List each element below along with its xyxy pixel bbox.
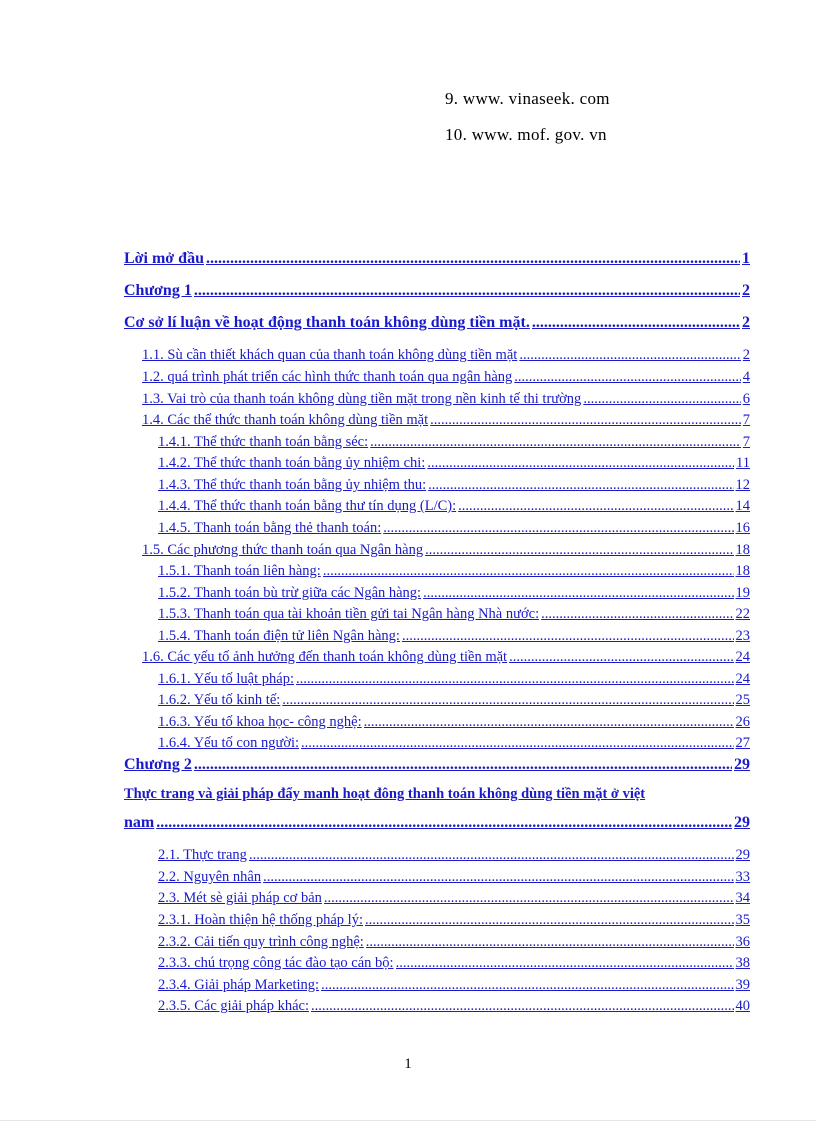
toc-page: 40 <box>735 998 750 1014</box>
toc-title: 2.3. Mét sè giải pháp cơ bản <box>158 890 322 906</box>
toc-entry[interactable] <box>142 391 750 408</box>
toc-title: 2.3.2. Cải tiến quy trình công nghệ: <box>158 934 364 950</box>
toc-entry[interactable] <box>158 671 750 688</box>
toc-title: 1.4.5. Thanh toán bằng thẻ thanh toán: <box>158 520 382 536</box>
toc-title: Chương 1 <box>124 282 192 299</box>
toc-entry[interactable] <box>158 477 750 494</box>
reference-item: 9. www. vinaseek. com <box>445 89 610 108</box>
toc-title: 1.4.1. Thể thức thanh toán bằng séc: <box>158 434 369 450</box>
toc-entry[interactable] <box>158 934 750 951</box>
toc-entry[interactable] <box>158 890 750 907</box>
toc-title: 1.6.3. Yếu tố khoa học- công nghệ: <box>158 714 362 730</box>
toc-entry[interactable] <box>158 563 750 580</box>
toc-entry[interactable] <box>158 998 750 1015</box>
toc-entry[interactable] <box>158 628 750 645</box>
toc-page: 4 <box>742 369 750 385</box>
toc-title: 1.6.4. Yếu tố con người: <box>158 735 300 751</box>
toc-title: 2.3.4. Giải pháp Marketing: <box>158 977 320 993</box>
toc-page: 29 <box>734 756 750 773</box>
toc-title: Lời mở đầu <box>124 250 204 267</box>
toc-title: 1.5.2. Thanh toán bù trừ giữa các Ngân hàng: <box>158 585 422 601</box>
toc-page: 14 <box>735 498 750 514</box>
toc-title: nam <box>124 814 155 831</box>
toc-page: 18 <box>735 563 750 579</box>
toc-page: 36 <box>735 934 750 950</box>
toc-entry[interactable] <box>158 498 750 515</box>
toc-page: 34 <box>735 890 750 906</box>
toc-page: 29 <box>734 814 750 831</box>
toc-title: 1.4.2. Thể thức thanh toán bằng ủy nhiệm chi: <box>158 455 426 471</box>
toc-entry-title-line[interactable]: Thực trang và giải pháp đẩy manh hoạt đông thanh toán không dùng tiền mặt ở việt <box>124 786 646 802</box>
toc-title: 1.6.2. Yếu tố kinh tế: <box>158 692 281 708</box>
toc-title: 1.6.1. Yếu tố luật pháp: <box>158 671 294 687</box>
toc-title: 1.5.4. Thanh toán điện tử liên Ngân hàng: <box>158 628 400 644</box>
toc-page: 26 <box>735 714 750 730</box>
toc-page: 7 <box>742 434 750 450</box>
toc-title: 1.5. Các phương thức thanh toán qua Ngân hàng <box>142 542 424 558</box>
toc-page: 16 <box>735 520 750 536</box>
toc-entry[interactable] <box>158 869 750 886</box>
toc-page: 2 <box>742 282 750 299</box>
toc-title: Chương 2 <box>124 756 192 773</box>
toc-page: 18 <box>735 542 750 558</box>
reference-item: 10. www. mof. gov. vn <box>445 125 607 144</box>
toc-entry[interactable] <box>158 606 750 623</box>
toc-entry[interactable] <box>124 314 750 332</box>
toc-page: 1 <box>742 250 750 267</box>
toc-entry[interactable] <box>158 977 750 994</box>
toc-page: 7 <box>742 412 750 428</box>
toc-title: 1.4.4. Thể thức thanh toán bằng thư tín dụng (L/C): <box>158 498 457 514</box>
toc-entry[interactable] <box>158 714 750 731</box>
toc-entry[interactable] <box>124 756 750 774</box>
toc-title: 1.5.1. Thanh toán liên hàng: <box>158 563 321 579</box>
page-number: 1 <box>404 1056 412 1072</box>
toc-title: 1.3. Vai trò của thanh toán không dùng tiền mặt trong nền kinh tế thi trường <box>142 391 582 407</box>
toc-entry[interactable] <box>158 455 750 472</box>
toc-title: 1.2. quá trình phát triển các hình thức thanh toán qua ngân hàng <box>142 369 513 385</box>
toc-title: 2.3.3. chú trọng công tác đào tạo cán bộ: <box>158 955 394 971</box>
toc-title: Cơ sở lí luận về hoạt động thanh toán không dùng tiền mặt. <box>124 314 530 331</box>
toc-page: 2 <box>742 347 750 363</box>
toc-page: 24 <box>735 649 750 665</box>
toc-entry[interactable] <box>142 542 750 559</box>
toc-entry[interactable] <box>142 412 750 429</box>
toc-title: 1.5.3. Thanh toán qua tài khoản tiền gửi tai Ngân hàng Nhà nước: <box>158 606 540 622</box>
toc-page: 6 <box>742 391 750 407</box>
toc-page: 2 <box>742 314 750 331</box>
toc-entry[interactable] <box>142 347 750 364</box>
toc-title: 2.3.5. Các giải pháp khác: <box>158 998 309 1014</box>
toc-page: 33 <box>735 869 750 885</box>
toc-entry[interactable] <box>124 814 750 832</box>
toc-page: 27 <box>735 735 750 751</box>
page-bottom-divider <box>0 1120 816 1121</box>
toc-page: 11 <box>736 455 750 471</box>
toc-entry[interactable] <box>158 434 750 451</box>
toc-page: 22 <box>735 606 750 622</box>
toc-page: 38 <box>735 955 750 971</box>
references-list <box>445 88 610 160</box>
toc-title: 1.6. Các yếu tố ảnh hưởng đến thanh toán không dùng tiền mặt <box>142 649 508 665</box>
toc-page: 39 <box>735 977 750 993</box>
toc-page: 35 <box>735 912 750 928</box>
toc-title: 2.2. Nguyên nhân <box>158 869 262 885</box>
toc-entry[interactable] <box>158 520 750 537</box>
toc-entry[interactable] <box>158 912 750 929</box>
toc-entry[interactable] <box>158 955 750 972</box>
toc-title: 2.1. Thực trang <box>158 847 247 863</box>
toc-entry[interactable] <box>158 585 750 602</box>
toc-page: 12 <box>735 477 750 493</box>
toc-entry[interactable] <box>124 250 750 268</box>
toc-page: 24 <box>735 671 750 687</box>
toc-page: 29 <box>735 847 750 863</box>
toc-page: 23 <box>735 628 750 644</box>
toc-title: 1.1. Sù cần thiết khách quan của thanh toán không dùng tiền mặt <box>142 347 518 363</box>
toc-title: 2.3.1. Hoàn thiện hệ thống pháp lý: <box>158 912 363 928</box>
toc-title: 1.4. Các thể thức thanh toán không dùng tiền mặt <box>142 412 429 428</box>
toc-entry[interactable] <box>124 282 750 300</box>
toc-entry[interactable] <box>158 847 750 864</box>
toc-entry[interactable] <box>158 692 750 709</box>
toc-page: 19 <box>735 585 750 601</box>
toc-title: 1.4.3. Thể thức thanh toán bằng ủy nhiệm thu: <box>158 477 427 493</box>
toc-page: 25 <box>735 692 750 708</box>
toc-entry[interactable] <box>158 735 750 752</box>
toc-entry[interactable] <box>142 369 750 386</box>
toc-entry[interactable] <box>142 649 750 666</box>
